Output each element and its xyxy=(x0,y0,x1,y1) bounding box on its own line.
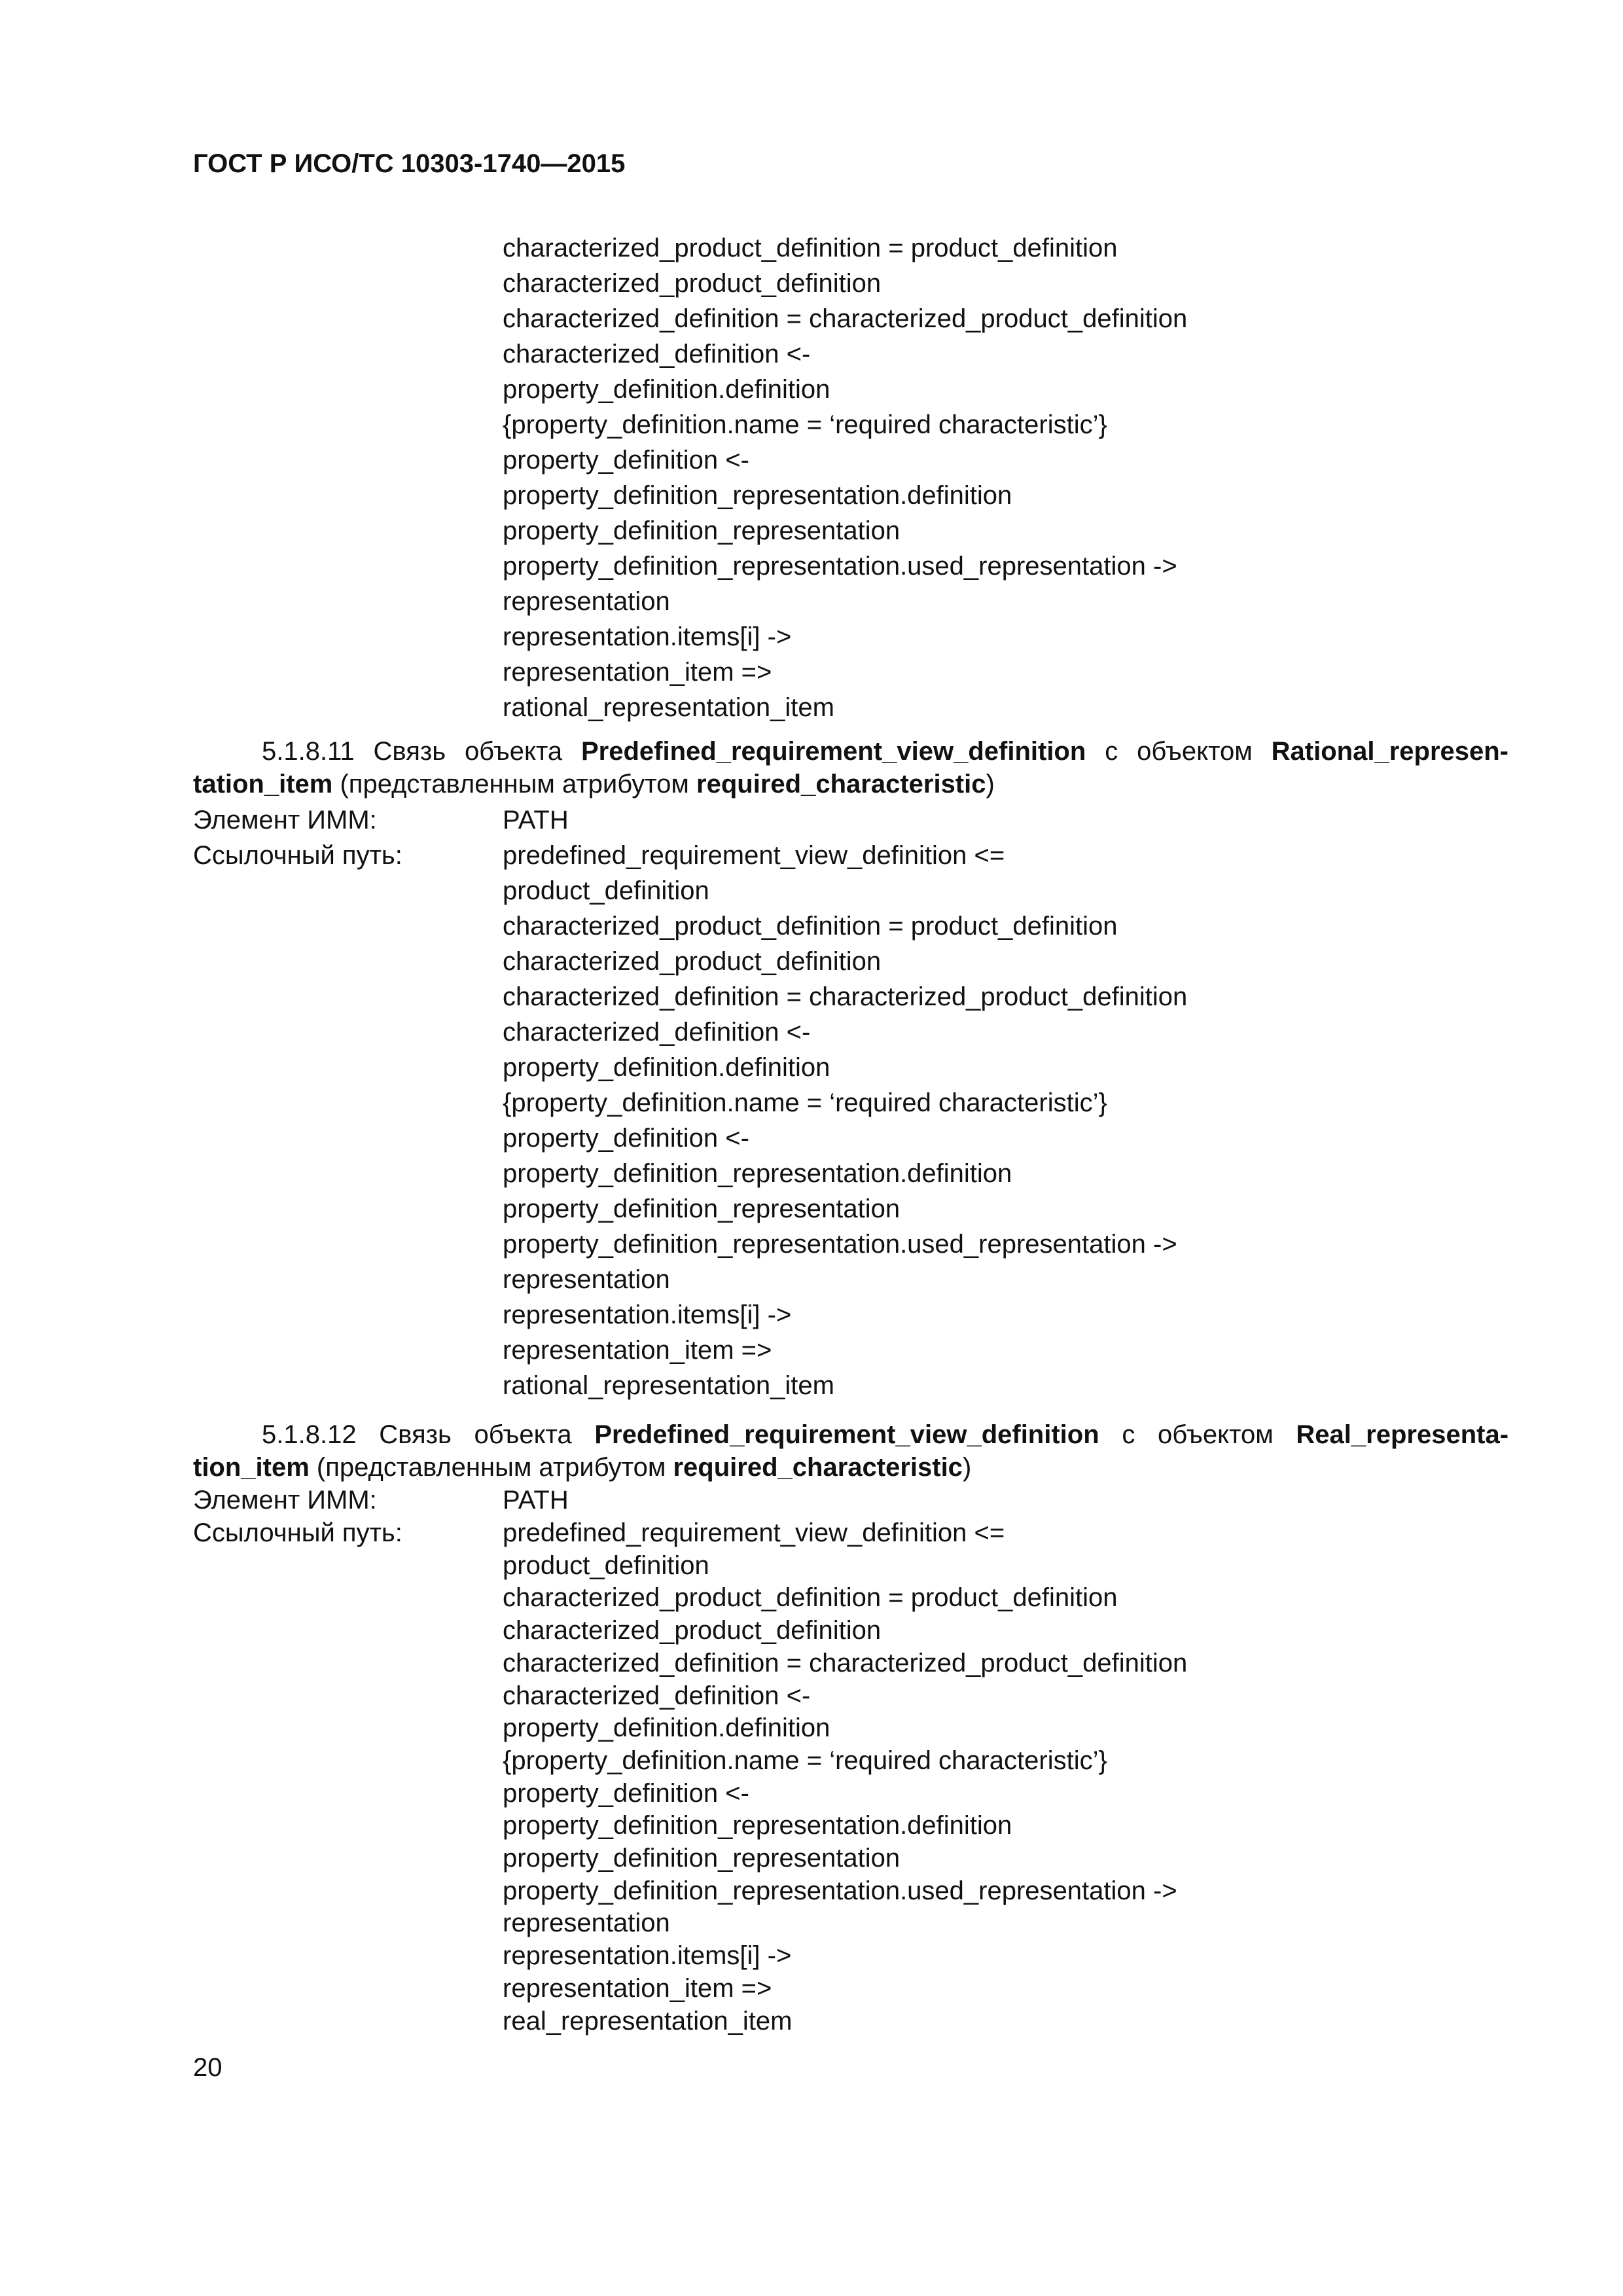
imm-element-label: Элемент ИММ: xyxy=(193,806,377,834)
section-text: ) xyxy=(962,1453,972,1482)
target-entity-name: Rational_represen-tation_item xyxy=(193,737,1508,798)
reference-path: predefined_requirement_view_definition <= product_definition characterized_product_definition = product_definition characterized_product_definition characterized_definition = characterized_product_definition characterized_definition <- property_definition.definition {property_definition.name = ‘required characteristic’} property_definition <- property_definition_representation.definition property_definition_representation property_definition_representation.used_representation -> representation representation.items[i] -> representation_item => real_representation_item xyxy=(503,1518,1188,2036)
imm-element-value: PATH xyxy=(503,806,569,834)
continued-reference-path: characterized_product_definition = product_definition characterized_product_definition characterized_definition = characterized_product_definition characterized_definition <- property_definition.definition {property_definition.name = ‘required characteristic’} property_definition <- property_definition_representation.definition property_definition_representation property_definition_representation.used_representation -> representation representation.items[i] -> representation_item => rational_representation_item xyxy=(503,234,1188,722)
section-number: 5.1.8.11 xyxy=(262,737,355,766)
target-entity-name: Real_representa-tion_item xyxy=(193,1420,1509,1482)
section-text: Связь объекта xyxy=(379,1420,572,1449)
page-number: 20 xyxy=(193,2053,223,2082)
section-heading-5-1-8-11 xyxy=(193,735,1508,800)
section-text: с объектом xyxy=(1122,1420,1274,1449)
imm-element-label: Элемент ИММ: xyxy=(193,1486,377,1515)
entity-name: Predefined_requirement_view_definition xyxy=(580,737,1086,766)
attribute-name: required_characteristic xyxy=(673,1453,963,1482)
reference-path-label: Ссылочный путь: xyxy=(193,1518,402,1547)
section-text: ) xyxy=(986,770,995,798)
section-number: 5.1.8.12 xyxy=(262,1420,357,1449)
attribute-name: required_characteristic xyxy=(696,770,986,798)
section-text: с объектом xyxy=(1105,737,1253,766)
section-heading-5-1-8-12 xyxy=(193,1418,1508,1484)
entity-name: Predefined_requirement_view_definition xyxy=(594,1420,1099,1449)
section-text: (представленным атрибутом xyxy=(316,1453,666,1482)
reference-path-label: Ссылочный путь: xyxy=(193,841,402,870)
document-header: ГОСТ Р ИСО/ТС 10303-1740—2015 xyxy=(193,149,626,178)
section-text: (представленным атрибутом xyxy=(340,770,689,798)
section-text: Связь объекта xyxy=(373,737,563,766)
imm-element-value: PATH xyxy=(503,1486,569,1515)
reference-path: predefined_requirement_view_definition <= product_definition characterized_product_definition = product_definition characterized_product_definition characterized_definition = characterized_product_definition characterized_definition <- property_definition.definition {property_definition.name = ‘required characteristic’} property_definition <- property_definition_representation.definition property_definition_representation property_definition_representation.used_representation -> representation representation.items[i] -> representation_item => rational_representation_item xyxy=(503,841,1188,1400)
